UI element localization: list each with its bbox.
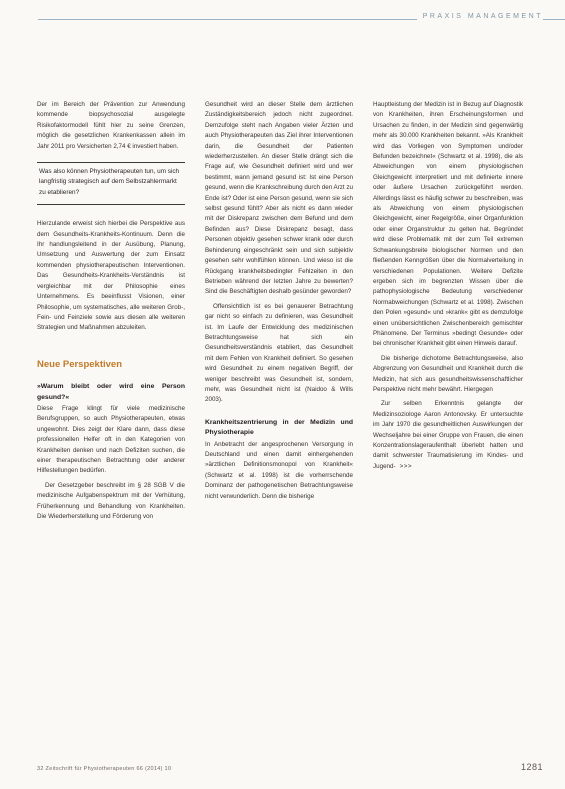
paragraph: Offensichtlich ist es bei genauerer Betrachtung gar nicht so einfach zu definieren, was Gesundheit ist. Im Laufe der Entwicklung des medizinischen Betrachtungsweise hat sich ein Gesundheitsverständnis etabliert, das Gesundheit mit dem Fehlen von Krankheit definiert. So gesehen wird Gesundheit zu einem negativen Begriff, der weniger beschreibt was Gesundheit ist, sondern, mehr, was Gesundheit nicht ist (Naidoo & Wills 2003). — [205, 302, 353, 404]
subheading: Krankheitszentrierung in der Medizin und Physiotherapie — [205, 418, 353, 437]
continued-marker: >>> — [399, 462, 413, 470]
paragraph: Diese Frage klingt für viele medizinische Berufsgruppen, so auch Physiotherapeuten, etwas ungewohnt. Dies zeigt der Klare dann, dass diese professionellen Helfer oft in den Kategorien von Krankheiten denken und nach Defiziten suchen, die einer therapeutischen Betrachtung oder anderer Hilfestellungen bedürfen. — [37, 404, 185, 475]
running-header — [0, 7, 565, 29]
paragraph — [373, 399, 523, 472]
paragraph: Hauptleistung der Medizin ist in Bezug auf Diagnostik von Krankheiten, ihren Erscheinungsformen und Ursachen zu finden, in der Medizin sind gegenwärtig mehr als 30.000 Krankheiten bekannt. »Als Krankheit wird das Vorliegen von Symptomen und/oder Befunden bezeichnet« (Schwartz et al. 1998), die als Abweichungen von einem physiologischen Gleichgewicht interpretiert und mit definierte innere oder äußere Ursachen zurückgeführt werden. Allerdings lässt es häufig schwer zu beschreiben, was als Abweichung von einem physiologischen Gleichgewicht, einer Regelgröße, einer Organfunktion oder einer Organstruktur zu gelten hat. Begründet wird diese Problematik mit der zum Teil extremen Schwankungsbreite biologischer Normen und den fließenden Kenngrößen über die Normalverteilung in verschiedenen Populationen. Weitere Defizite ergeben sich im begrenzten Wissen über die pathophysiologische Bedeutung verschiedener Normabweichungen (Schwartz et al. 1998). Zwischen den Polen »gesund« und »krank« gibt es demzufolge einen unübersichtlichen Zwischenbereich gemischter Phänomene. Der Terminus »bedingt Gesunde« oder bei chronischer Krankheit gibt einen Hinweis darauf. — [373, 101, 523, 348]
paragraph: In Anbetracht der angesprochenen Versorgung in Deutschland und einen damit einhergehenden »ärztlichen Definitionsmonopol von Krankheit« (Schwartz et al. 1998) ist die vorherrschende Dominanz der pathogenetischen Betrachtungsweise nicht verwunderlich. Denn die bisherige — [205, 440, 353, 500]
column-1 — [37, 100, 185, 522]
section-title: Neue Perspektiven — [37, 358, 123, 370]
subheading: »Warum bleibt oder wird eine Person gesund?« — [37, 383, 185, 401]
paragraph: Der im Bereich der Prävention zur Anwendung kommende biopsychosozial ausgelegte Risikofaktormodell fühlt hier zu seine Grenzen, möglich die gesetzlichen Krankenkassen allein im Jahr 2011 pro Versicherten 2,74 € investiert haben. — [37, 101, 185, 150]
page-number: 1281 — [520, 762, 543, 772]
paragraph: Hierzulande erweist sich hierbei die Perspektive aus dem Gesundheits-Krankheits-Kontinuum. Denn die Ihr handlungsleitend in der Ausübung, Planung, Umsetzung und Auswertung der zum Einsatz kommenden physiotherapeutischen Interventionen. Das Gesundheits-Krankheits-Verständnis ist vergleichbar mit der Philosophie eines Unternehmens. Es beeinflusst Visionen, einer Philosophie, um systematisches, alle weiteren Grob-, Fein- und Feinziele sowie aus diesen alle weiteren Strategien und Maßnahmen abzuleiten. — [37, 220, 185, 332]
section-label: PRAXIS MANAGEMENT — [417, 13, 543, 20]
paragraph: Der Gesetzgeber beschreibt im § 28 SGB V die medizinische Aufgabenspektrum mit der Verhütung, Früherkennung und Behandlung von Krankheiten. Die Wiederherstellung und Förderung von — [37, 481, 185, 520]
column-2 — [205, 100, 353, 502]
column-3 — [373, 100, 523, 472]
footer-citation: 32 Zeitschrift für Physiotherapeuten 66 (2014) 10 — [37, 766, 172, 772]
paragraph: Die bisherige dichotome Betrachtungsweise, also Abgrenzung von Gesundheit und Krankheit durch die Medizin, hat sich aus gesundheitswissenschaftlicher Perspektive nicht mehr bewährt. Hiergegen — [373, 354, 523, 393]
paragraph: Gesundheit wird an dieser Stelle dem ärztlichen Zuständigkeitsbereich jedoch nicht zugeordnet. Demzufolge steht nach Angaben vieler Ärzten und auch Physiotherapeuten das Ziel ihrer Interventionen darin, die Gesundheit der Patienten wiederherzustellen. An dieser Stelle drängt sich die Frage auf, wie Gesundheit definiert wird und wer bestimmt, wann jemand gesund ist: Ist eine Person gesund, wenn die Krankschreibung durch den Arzt zu Ende ist? Oder ist eine Person gesund, wenn sie sich selbst gesund fühlt? Aber als nicht es dann wieder mit der Diskrepanz zwischen dem Befund und dem Befinden aus? Diese Diskrepanz besagt, dass Personen objektiv gesehen schwer krank oder durch Behinderung eingeschränkt sein und sich subjektiv gesehen sehr wohlfühlen können. Und wieso ist die Rückgang krankheitsbedingter Fehlzeiten in den Betrieben während der letzten Jahre zu bewerten? Sind die Beschäftigten deshalb gesünder geworden? — [205, 101, 354, 296]
paragraph-text: Zur selben Erkenntnis gelangte der Medizinsoziologe Aaron Antonovsky. Er untersuchte im Jahr 1970 die gesundheitlichen Auswirkungen der Wechseljahre bei einer Gruppe von Frauen, die einen Konzentrationslageraufenthalt überlebt hatten und damit schwerster Traumatisierung im Kindes- und Jugend- — [373, 400, 523, 470]
pull-question: Was also können Physiotherapeuten tun, um sich langfristig strategisch auf dem Selbstzahlermarkt zu etablieren? — [37, 162, 185, 205]
